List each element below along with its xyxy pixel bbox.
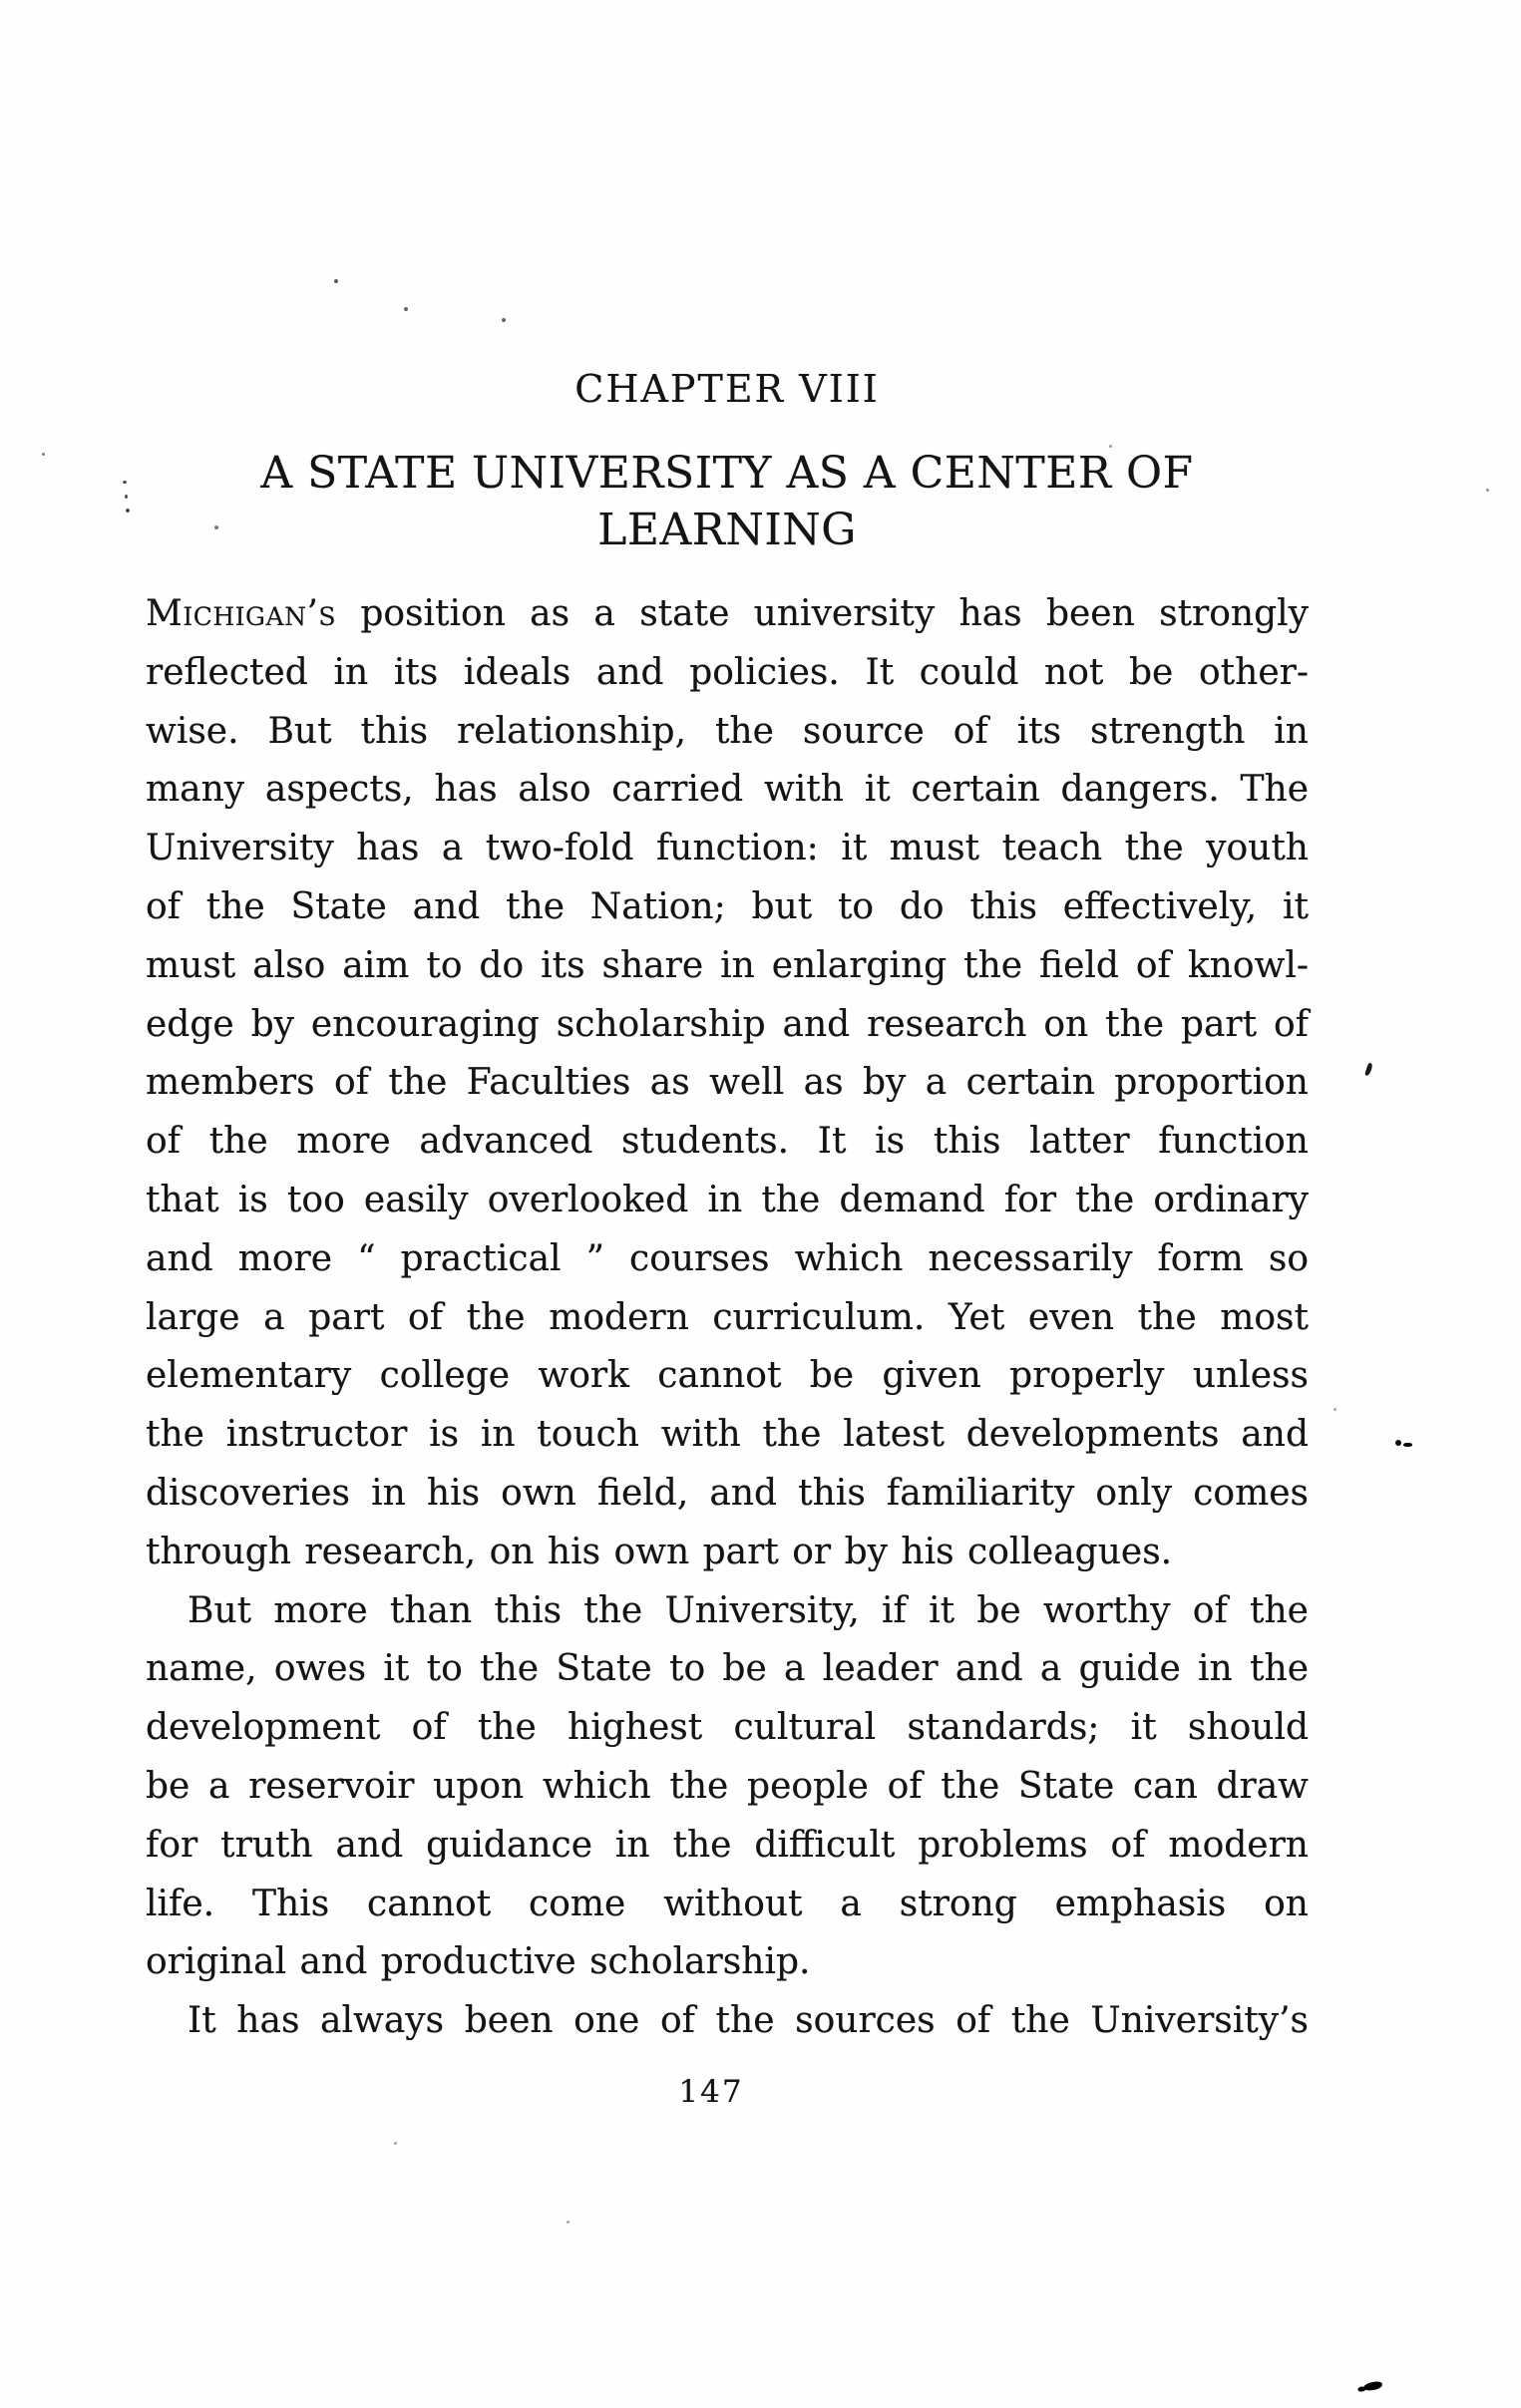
text-line: that is too easily overlooked in the demand for the ordinary xyxy=(146,1179,1309,1220)
ink-speck xyxy=(567,2221,570,2224)
text-line: original and productive scholarship. xyxy=(146,1941,811,1983)
text-line: and more “ practical ” courses which necessarily form so xyxy=(146,1237,1309,1279)
text-line: wise. But this relationship, the source of its strength in xyxy=(146,710,1309,752)
text-line: many aspects, has also carried with it certain dangers. The xyxy=(146,769,1309,811)
ink-speck xyxy=(334,279,338,283)
ink-speck xyxy=(42,453,45,456)
text-line: edge by encouraging scholarship and research on the part of xyxy=(146,1003,1309,1045)
text-line: life. This cannot come without a strong emphasis on xyxy=(146,1883,1309,1924)
ink-blob xyxy=(1363,2381,1383,2392)
text-line: University has a two-fold function: it must teach the youth xyxy=(146,828,1309,869)
text-line xyxy=(146,585,1309,644)
text-line: development of the highest cultural standards; it should xyxy=(146,1707,1309,1749)
text-line: reflected in its ideals and policies. It could not be other- xyxy=(146,651,1309,693)
text-line: of the more advanced students. It is this latter function xyxy=(146,1121,1309,1163)
text-line: name, owes it to the State to be a leader and a guide in the xyxy=(146,1648,1309,1690)
text-line-rest: position as a state university has been strongly xyxy=(360,593,1309,634)
text-line: for truth and guidance in the difficult problems of modern xyxy=(146,1824,1309,1866)
ink-speck xyxy=(404,307,408,311)
ink-speck xyxy=(502,318,506,322)
paragraph xyxy=(146,585,1309,1582)
text-line: elementary college work cannot be given properly unless xyxy=(146,1355,1309,1397)
ink-speck xyxy=(1109,445,1112,448)
lead-smallcaps-word: Michigan’s xyxy=(146,593,337,634)
chapter-title-line-2: LEARNING xyxy=(597,505,857,555)
page-number: 147 xyxy=(678,2074,744,2110)
paragraph xyxy=(146,1992,1309,2051)
ink-speck xyxy=(126,509,130,513)
text-line: of the State and the Nation; but to do this effectively, it xyxy=(146,885,1309,927)
text-line: the instructor is in touch with the latest developments and xyxy=(146,1414,1309,1456)
text-line: It has always been one of the sources of the University’s xyxy=(188,2000,1309,2042)
ink-speck xyxy=(214,525,218,529)
text-line: be a reservoir upon which the people of the State can draw xyxy=(146,1765,1309,1807)
ink-mark xyxy=(1395,1440,1401,1446)
chapter-title xyxy=(146,445,1309,558)
body-text xyxy=(146,585,1309,2051)
text-line: members of the Faculties as well as by a certain proportion xyxy=(146,1062,1309,1104)
ink-speck xyxy=(394,2142,397,2145)
ink-speck xyxy=(123,481,127,484)
text-line: large a part of the modern curriculum. Yet even the most xyxy=(146,1296,1309,1338)
ink-speck xyxy=(125,495,128,499)
ink-speck xyxy=(1333,1408,1336,1411)
ink-fleck xyxy=(1364,1063,1373,1077)
text-line: must also aim to do its share in enlarging the field of knowl- xyxy=(146,944,1309,986)
paragraph xyxy=(146,1582,1309,1993)
text-line: through research, on his own part or by his colleagues. xyxy=(146,1531,1173,1572)
text-line: But more than this the University, if it be worthy of the xyxy=(188,1589,1309,1631)
ink-speck xyxy=(1486,489,1489,492)
text-line: discoveries in his own field, and this familiarity only comes xyxy=(146,1472,1309,1514)
chapter-heading: CHAPTER VIII xyxy=(574,367,880,411)
chapter-title-line-1: A STATE UNIVERSITY AS A CENTER OF xyxy=(260,448,1194,499)
